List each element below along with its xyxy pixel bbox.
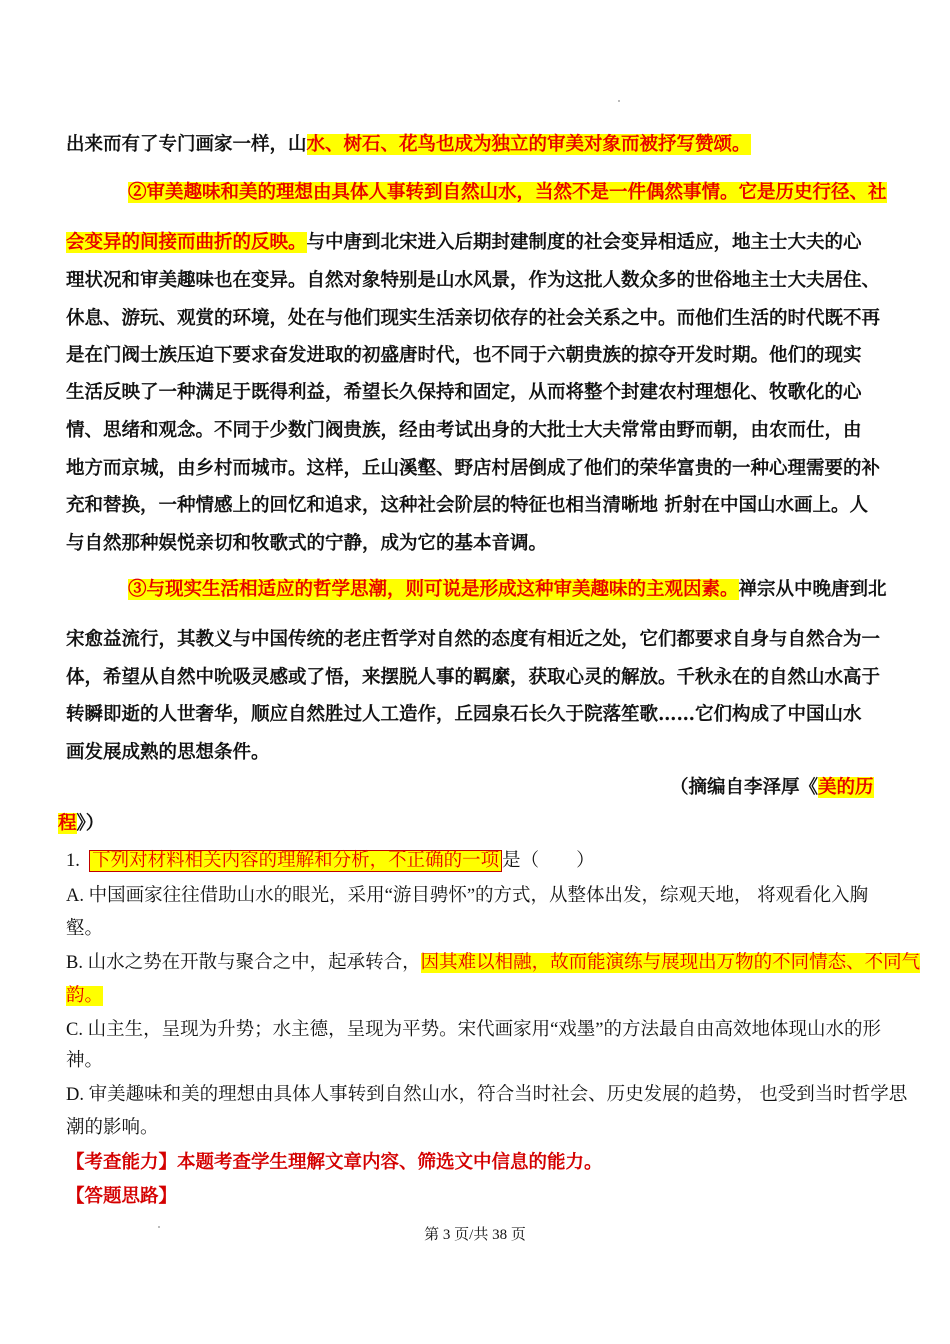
passage-line: 充和替换，一种情感上的回忆和追求，这种社会阶层的特征也相当清晰地 折射在中国山水画上。人	[66, 495, 868, 516]
option-b	[66, 948, 921, 974]
text: 出来而有了专门画家一样，山	[66, 134, 307, 155]
highlighted-text: 水、树石、花鸟也成为独立的审美对象而被抒写赞颂。	[306, 134, 751, 155]
option-b-cont	[66, 981, 890, 1007]
highlighted-text: ②审美趣味和美的理想由具体人事转到自然山水，当然不是一件偶然事情。它是历史行径、社	[128, 182, 887, 203]
approach-label: 【答题思路】	[66, 1186, 178, 1207]
passage-line: 与自然那种娱悦亲切和牧歌式的宁静，成为它的基本音调。	[66, 533, 548, 554]
passage-line: 宋愈益流行，其教义与中国传统的老庄哲学对自然的态度有相近之处，它们都要求自身与自然合为一	[66, 629, 881, 650]
source-citation	[58, 809, 882, 835]
highlighted-text: 程	[58, 813, 77, 834]
highlighted-text: 下列对材料相关内容的理解和分析，不正确的一项	[89, 850, 502, 872]
text: （摘编自李泽厚《	[670, 777, 819, 798]
passage-line: 体，希望从自然中吮吸灵感或了悟，来摆脱人事的羁縻，获取心灵的解放。千秋永在的自然山水高于	[66, 667, 881, 688]
passage-line: 画发展成熟的思想条件。	[66, 742, 270, 763]
highlighted-text: 美的历	[818, 777, 874, 798]
text: 》）	[76, 813, 105, 834]
highlighted-text: 因其难以相融，故而能演练与展现出万物的不同情态、不同气	[420, 953, 921, 973]
passage-line	[66, 130, 890, 156]
passage-line: 休息、游玩、观赏的环境，处在与他们现实生活亲切依存的社会关系之中。而他们生活的时代既不再	[66, 308, 881, 329]
scan-dot	[618, 100, 620, 102]
passage-line	[128, 575, 888, 601]
page-footer: 第 3 页/共 38 页	[424, 1227, 526, 1243]
highlighted-text: ③与现实生活相适应的哲学思潮，则可说是形成这种审美趣味的主观因素。	[128, 579, 739, 600]
question-number: 1.	[66, 851, 80, 871]
highlighted-text: 会变异的间接而曲折的反映。	[66, 232, 307, 253]
source-citation	[670, 773, 890, 799]
passage-line: 是在门阀士族压迫下要求奋发进取的初盛唐时代，也不同于六朝贵族的掠夺开发时期。他们的现实	[66, 345, 862, 366]
option-c-cont: 神。	[66, 1051, 104, 1071]
passage-line: 理状况和审美趣味也在变异。自然对象特别是山水风景，作为这批人数众多的世俗地主士大夫居住、	[66, 270, 881, 291]
option-d: D. 审美趣味和美的理想由具体人事转到自然山水，符合当时社会、历史发展的趋势， 也受到当时哲学思	[66, 1085, 908, 1105]
highlighted-text: 韵。	[66, 986, 104, 1006]
text: 与中唐到北宋进入后期封建制度的社会变异相适应，地主士大夫的心	[306, 232, 862, 253]
text: 是（ ）	[502, 851, 595, 871]
passage-line	[66, 228, 890, 254]
passage-line: 情、思绪和观念。不同于少数门阀贵族，经由考试出身的大批士大夫常常由野而朝，由农而仕，由	[66, 420, 862, 441]
question-stem	[66, 846, 890, 872]
option-a: A. 中国画家往往借助山水的眼光，采用“游目骋怀”的方式，从整体出发，综观天地， 将观看化入胸	[66, 886, 869, 906]
option-c: C. 山主生，呈现为升势；水主德，呈现为平势。宋代画家用“戏墨”的方法最自由高效地体现山水的形	[66, 1020, 882, 1040]
passage-line	[128, 178, 888, 204]
passage-line: 转瞬即逝的人世奢华，顺应自然胜过人工造作，丘园泉石长久于院落笙歌……它们构成了中国山水	[66, 704, 862, 725]
passage-line: 地方而京城，由乡村而城市。这样，丘山溪壑、野店村居倒成了他们的荣华富贵的一种心理需要的补	[66, 458, 881, 479]
passage-line: 生活反映了一种满足于既得利益，希望长久保持和固定，从而将整个封建农村理想化、牧歌化的心	[66, 382, 862, 403]
text: 禅宗从中晚唐到北	[738, 579, 887, 600]
option-d-cont: 潮的影响。	[66, 1118, 159, 1138]
text: B. 山水之势在开散与聚合之中，起承转合，	[66, 953, 421, 973]
ability-label: 【考查能力】本题考查学生理解文章内容、筛选文中信息的能力。	[66, 1152, 603, 1173]
option-a-cont: 壑。	[66, 919, 104, 939]
